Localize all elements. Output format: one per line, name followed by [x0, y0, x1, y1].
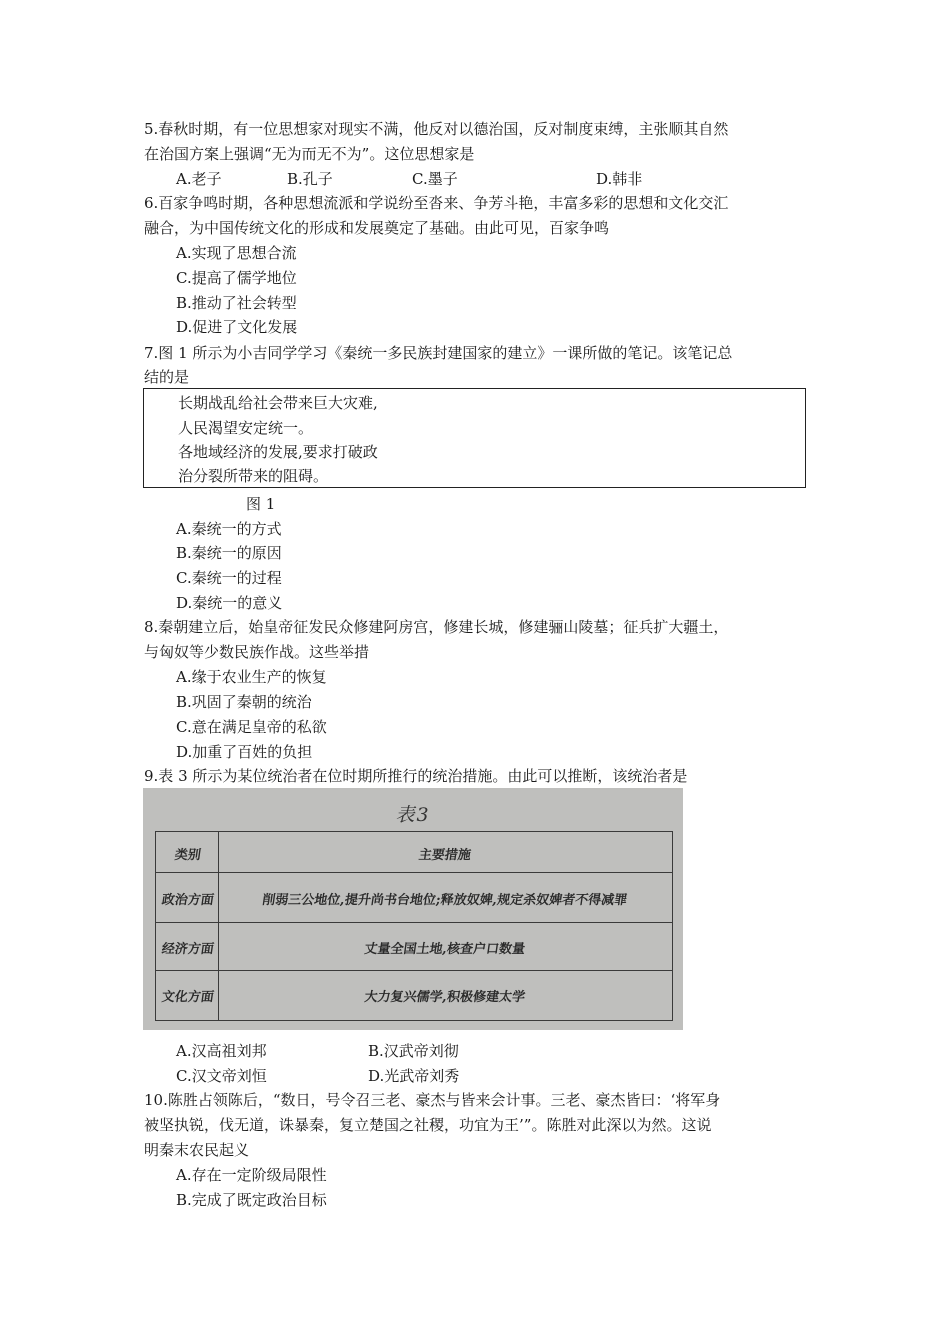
table-cell-measure: 丈量全国土地,核查户口数量 [363, 942, 527, 957]
table-header-measures: 主要措施 [417, 848, 472, 863]
q8-option-a[interactable]: A.缘于农业生产的恢复 [176, 668, 327, 686]
note-line: 各地域经济的发展,要求打破政 [178, 443, 378, 461]
q5-option-d[interactable]: D.韩非 [596, 170, 643, 188]
q10-option-a[interactable]: A.存在一定阶级局限性 [176, 1166, 327, 1184]
q9-option-a[interactable]: A.汉高祖刘邦 [176, 1042, 267, 1060]
q9-stem-line1: 9.表 3 所示为某位统治者在位时期所推行的统治措施。由此可以推断，该统治者是 [144, 767, 688, 785]
figure-1-caption: 图 1 [246, 495, 276, 513]
table-divider [218, 832, 219, 1020]
q5-option-c[interactable]: C.墨子 [412, 170, 458, 188]
note-line: 长期战乱给社会带来巨大灾难, [178, 394, 378, 412]
table-divider [156, 872, 672, 873]
q6-stem-line2: 融合，为中国传统文化的形成和发展奠定了基础。由此可见，百家争鸣 [144, 219, 610, 237]
table-cell-category: 经济方面 [160, 942, 215, 957]
table-3-photo [143, 788, 683, 1030]
q6-option-c[interactable]: C.提高了儒学地位 [176, 269, 297, 287]
q10-option-b[interactable]: B.完成了既定政治目标 [176, 1191, 327, 1209]
table-3-title: 表3 [395, 804, 431, 826]
q10-stem-line1: 10.陈胜占领陈后，“数日，号令召三老、豪杰与皆来会计事。三老、豪杰皆曰：‘将军身 [144, 1091, 721, 1109]
table-divider [156, 970, 672, 971]
q5-option-b[interactable]: B.孔子 [287, 170, 333, 188]
q8-option-c[interactable]: C.意在满足皇帝的私欲 [176, 718, 327, 736]
table-header-category: 类别 [173, 848, 202, 863]
q9-option-b[interactable]: B.汉武帝刘彻 [368, 1042, 459, 1060]
table-3-grid [155, 831, 673, 1021]
q10-stem-line2: 被坚执锐，伐无道，诛暴秦，复立楚国之社稷，功宜为王’”。陈胜对此深以为然。这说 [144, 1116, 712, 1134]
note-line: 人民渴望安定统一。 [178, 419, 314, 437]
q5-stem-line2: 在治国方案上强调“无为而无不为”。这位思想家是 [144, 145, 475, 163]
q7-stem-line1: 7.图 1 所示为小吉同学学习《秦统一多民族封建国家的建立》一课所做的笔记。该笔记总 [144, 344, 733, 362]
table-divider [156, 922, 672, 923]
q6-option-b[interactable]: B.推动了社会转型 [176, 294, 297, 312]
q5-stem-line1: 5.春秋时期，有一位思想家对现实不满，他反对以德治国，反对制度束缚，主张顺其自然 [144, 120, 729, 138]
q6-option-a[interactable]: A.实现了思想合流 [176, 244, 297, 262]
q5-option-a[interactable]: A.老子 [176, 170, 222, 188]
q7-option-d[interactable]: D.秦统一的意义 [176, 594, 283, 612]
q8-stem-line2: 与匈奴等少数民族作战。这些举措 [144, 643, 370, 661]
q7-option-a[interactable]: A.秦统一的方式 [176, 520, 282, 538]
q10-stem-line3: 明秦末农民起义 [144, 1141, 250, 1159]
q8-stem-line1: 8.秦朝建立后，始皇帝征发民众修建阿房宫，修建长城，修建骊山陵墓；征兵扩大疆土， [144, 618, 729, 636]
q7-option-c[interactable]: C.秦统一的过程 [176, 569, 282, 587]
q9-option-c[interactable]: C.汉文帝刘恒 [176, 1067, 267, 1085]
q7-option-b[interactable]: B.秦统一的原因 [176, 544, 282, 562]
q6-stem-line1: 6.百家争鸣时期，各种思想流派和学说纷至沓来、争芳斗艳，丰富多彩的思想和文化交汇 [144, 194, 729, 212]
table-cell-measure: 削弱三公地位,提升尚书台地位;释放奴婢,规定杀奴婢者不得减罪 [261, 893, 629, 908]
q7-stem-line2: 结的是 [144, 368, 190, 386]
table-cell-category: 政治方面 [160, 893, 215, 908]
figure-1-note-box [143, 388, 806, 488]
table-cell-category: 文化方面 [160, 990, 215, 1005]
q6-option-d[interactable]: D.促进了文化发展 [176, 318, 298, 336]
q8-option-d[interactable]: D.加重了百姓的负担 [176, 743, 313, 761]
note-line: 治分裂所带来的阻碍。 [178, 467, 329, 485]
q8-option-b[interactable]: B.巩固了秦朝的统治 [176, 693, 312, 711]
q9-option-d[interactable]: D.光武帝刘秀 [368, 1067, 460, 1085]
table-cell-measure: 大力复兴儒学,积极修建太学 [363, 990, 527, 1005]
